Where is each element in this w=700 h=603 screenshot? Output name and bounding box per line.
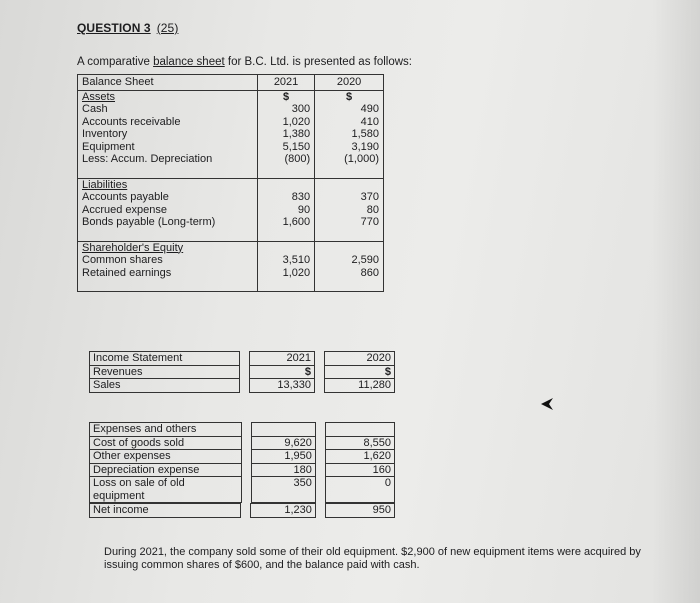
row-label: Accounts receivable bbox=[78, 116, 258, 129]
expenses-title-row bbox=[90, 423, 395, 437]
row-value-2021: 1,380 bbox=[257, 128, 314, 141]
row-value-2021: 300 bbox=[257, 103, 314, 116]
assets-currency-2021: $ bbox=[257, 90, 314, 103]
row-label: Loss on sale of old equipment bbox=[90, 477, 242, 503]
table-row bbox=[90, 463, 395, 477]
row-value-2021: 350 bbox=[252, 477, 316, 503]
balance-sheet-table bbox=[77, 74, 384, 292]
question-number: QUESTION 3 bbox=[77, 21, 151, 35]
row-label: Less: Accum. Depreciation bbox=[78, 153, 258, 166]
row-value-2020: 770 bbox=[315, 216, 384, 229]
sales-label: Sales bbox=[90, 379, 240, 393]
table-row bbox=[78, 103, 384, 116]
liabilities-title-row bbox=[78, 178, 384, 191]
spacer-row bbox=[78, 166, 384, 179]
table-row bbox=[78, 141, 384, 154]
row-value-2020: 1,580 bbox=[315, 128, 384, 141]
row-value-2021: 830 bbox=[257, 191, 314, 204]
row-value-2020: 160 bbox=[326, 463, 395, 477]
spacer-row bbox=[78, 229, 384, 242]
revenues-currency-2021: $ bbox=[250, 365, 315, 379]
row-value-2021: 5,150 bbox=[257, 141, 314, 154]
sales-row bbox=[90, 379, 395, 393]
income-header-row bbox=[90, 352, 395, 366]
row-label: Cash bbox=[78, 103, 258, 116]
net-income-2021: 1,230 bbox=[251, 504, 316, 518]
row-value-2020: 860 bbox=[315, 267, 384, 280]
row-value-2021: 90 bbox=[257, 204, 314, 217]
row-label: Bonds payable (Long-term) bbox=[78, 216, 258, 229]
revenues-currency-2020: $ bbox=[325, 365, 395, 379]
net-income-row bbox=[90, 504, 395, 518]
net-income-label: Net income bbox=[90, 504, 241, 518]
assets-currency-2020: $ bbox=[315, 90, 384, 103]
income-statement-expenses bbox=[89, 422, 395, 503]
row-label: Retained earnings bbox=[78, 267, 258, 280]
row-value-2020: 1,620 bbox=[326, 450, 395, 464]
is-header-2020: 2020 bbox=[325, 352, 395, 366]
row-value-2020: 3,190 bbox=[315, 141, 384, 154]
is-header-label: Income Statement bbox=[90, 352, 240, 366]
row-label: Inventory bbox=[78, 128, 258, 141]
intro-prefix: A comparative bbox=[77, 56, 154, 68]
row-value-2021: (800) bbox=[257, 153, 314, 166]
table-row bbox=[78, 267, 384, 280]
question-note: During 2021, the company sold some of their old equipment. $2,900 of new equipment items were acquired by issuing common shares of $600, and the balance paid with cash. bbox=[104, 546, 641, 571]
revenues-label: Revenues bbox=[90, 365, 240, 379]
row-label: Cost of goods sold bbox=[90, 436, 242, 450]
bs-header-label: Balance Sheet bbox=[78, 75, 258, 91]
table-row bbox=[78, 128, 384, 141]
table-row bbox=[90, 477, 395, 503]
table-row bbox=[78, 116, 384, 129]
table-row bbox=[78, 153, 384, 166]
table-row bbox=[78, 216, 384, 229]
equity-title: Shareholder's Equity bbox=[78, 241, 258, 254]
row-value-2020: 490 bbox=[315, 103, 384, 116]
row-label: Accounts payable bbox=[78, 191, 258, 204]
row-value-2020: 8,550 bbox=[326, 436, 395, 450]
intro-suffix: for B.C. Ltd. is presented as follows: bbox=[224, 56, 412, 68]
sales-2020: 11,280 bbox=[325, 379, 395, 393]
row-value-2021: 1,950 bbox=[252, 450, 316, 464]
page-shadow bbox=[652, 0, 700, 603]
row-value-2020: 80 bbox=[315, 204, 384, 217]
row-label: Accrued expense bbox=[78, 204, 258, 217]
intro-underlined: balance sheet bbox=[153, 56, 225, 68]
table-row bbox=[78, 254, 384, 267]
row-value-2020: 2,590 bbox=[315, 254, 384, 267]
row-value-2020: 370 bbox=[315, 191, 384, 204]
balance-sheet-header bbox=[78, 75, 384, 91]
intro-text bbox=[77, 56, 412, 68]
bs-header-2021: 2021 bbox=[257, 75, 314, 91]
expenses-title: Expenses and others bbox=[90, 423, 242, 437]
row-label: Other expenses bbox=[90, 450, 242, 464]
liabilities-title: Liabilities bbox=[78, 178, 258, 191]
sales-2021: 13,330 bbox=[250, 379, 315, 393]
revenues-row bbox=[90, 365, 395, 379]
row-value-2021: 180 bbox=[252, 463, 316, 477]
row-label: Common shares bbox=[78, 254, 258, 267]
row-value-2021: 1,600 bbox=[257, 216, 314, 229]
row-value-2021: 3,510 bbox=[257, 254, 314, 267]
row-value-2021: 9,620 bbox=[252, 436, 316, 450]
row-value-2020: 0 bbox=[326, 477, 395, 503]
assets-title: Assets bbox=[78, 90, 258, 103]
row-value-2020: (1,000) bbox=[315, 153, 384, 166]
is-header-2021: 2021 bbox=[250, 352, 315, 366]
row-value-2021: 1,020 bbox=[257, 116, 314, 129]
equity-title-row bbox=[78, 241, 384, 254]
table-row bbox=[90, 436, 395, 450]
bs-header-2020: 2020 bbox=[315, 75, 384, 91]
table-row bbox=[78, 191, 384, 204]
net-income-2020: 950 bbox=[326, 504, 395, 518]
income-statement-net bbox=[89, 503, 395, 518]
table-row bbox=[90, 450, 395, 464]
income-statement-top bbox=[89, 351, 395, 393]
mouse-cursor-icon bbox=[540, 397, 554, 411]
spacer-row bbox=[78, 279, 384, 292]
question-points: (25) bbox=[156, 21, 179, 35]
table-row bbox=[78, 204, 384, 217]
row-value-2020: 410 bbox=[315, 116, 384, 129]
row-value-2021: 1,020 bbox=[257, 267, 314, 280]
row-label: Depreciation expense bbox=[90, 463, 242, 477]
row-label: Equipment bbox=[78, 141, 258, 154]
question-title bbox=[77, 21, 178, 35]
assets-title-row bbox=[78, 90, 384, 103]
